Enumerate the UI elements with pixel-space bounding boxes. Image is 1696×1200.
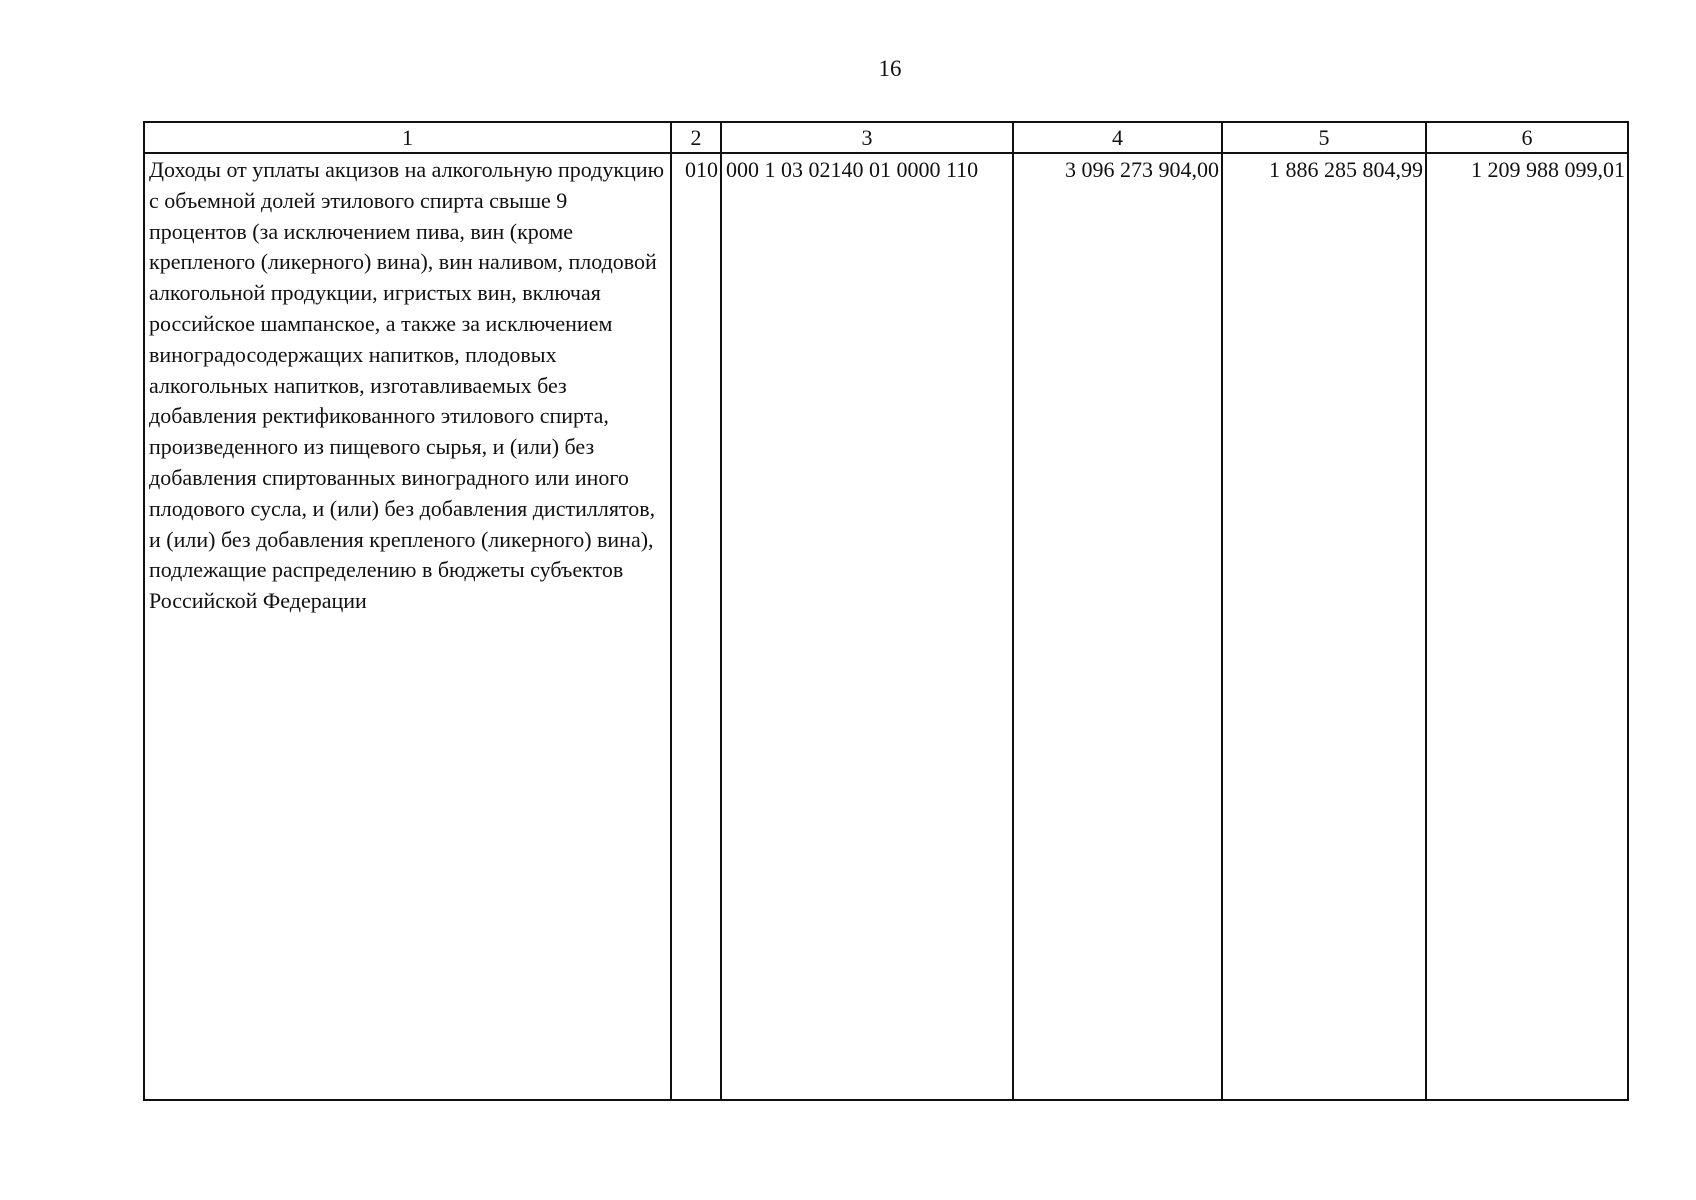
amount-col5-cell: 1 886 285 804,99	[1222, 153, 1426, 1100]
income-name-cell: Доходы от уплаты акцизов на алкогольную продукцию с объемной долей этилового спирта свыше 9 процентов (за исключением пива, вин (кроме крепленого (ликерного) вина), вин наливом, плодовой алкогольной продукции, игристых вин, включая российское шампанское, а также за исключением виноградосодержащих напитков, плодовых алкогольных напитков, изготавливаемых без добавления ректификованного этилового спирта, произведенного из пищевого сырья, и (или) без добавления спиртованных виноградного или иного плодового сусла, и (или) без добавления дистиллятов, и (или) без добавления крепленого (ликерного) вина), подлежащие распределению в бюджеты субъектов Российской Федерации	[144, 153, 671, 1100]
line-code-cell: 010	[671, 153, 721, 1100]
header-col-2: 2	[671, 122, 721, 153]
table-row	[144, 153, 1628, 1100]
page-number: 16	[878, 56, 902, 81]
budget-table	[143, 121, 1629, 1101]
amount-col6-cell: 1 209 988 099,01	[1426, 153, 1628, 1100]
header-col-6: 6	[1426, 122, 1628, 153]
header-col-5: 5	[1222, 122, 1426, 153]
amount-col4-cell: 3 096 273 904,00	[1013, 153, 1222, 1100]
header-col-3: 3	[721, 122, 1013, 153]
budget-code-cell: 000 1 03 02140 01 0000 110	[721, 153, 1013, 1100]
header-col-4: 4	[1013, 122, 1222, 153]
header-row	[144, 122, 1628, 153]
header-col-1: 1	[144, 122, 671, 153]
